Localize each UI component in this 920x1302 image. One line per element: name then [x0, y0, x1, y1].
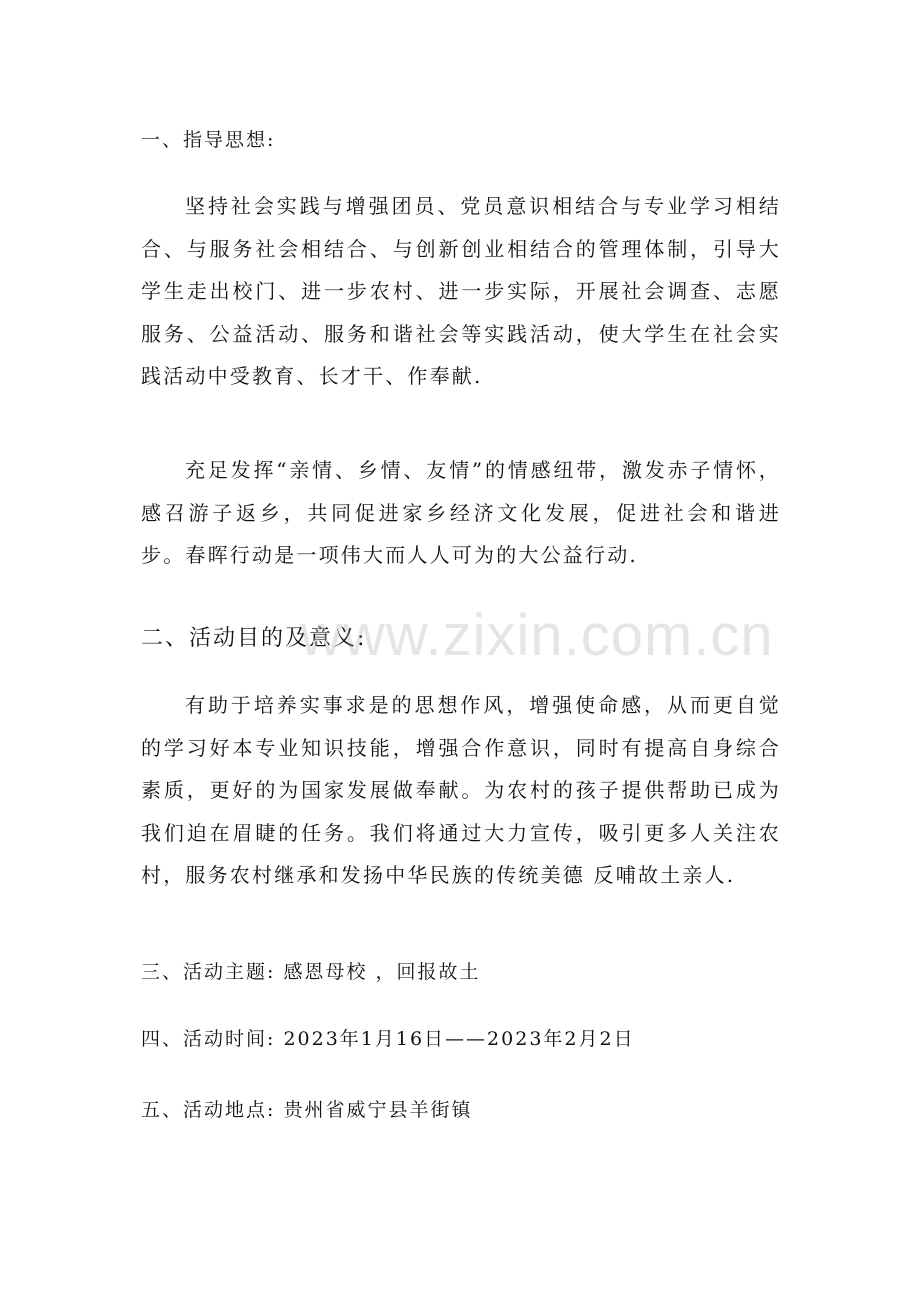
section-1-heading: 一、指导思想: — [141, 129, 276, 151]
section-2-paragraph: 有助于培养实事求是的思想作风，增强使命感，从而更自觉的学习好本专业知识技能，增强合作意识，同时有提高自身综合素质，更好的为国家发展做奉献。为农村的孩子提供帮助已成为我们迫在眉睫的任务。我们将通过大力宣传，吸引更多人关注农村，服务农村继承和发扬中华民族的传统美德 反哺故土亲人. — [141, 693, 781, 887]
watermark-text: www.zixin.com.cn — [300, 603, 774, 668]
section-3-theme-line: 三、活动主题: 感恩母校 ，回报故土 — [141, 961, 481, 983]
section-1-paragraph-2: 充足发挥“亲情、乡情、友情”的情感纽带，激发赤子情怀，感召游子返乡，共同促进家乡经济文化发展，促进社会和谐进步。春晖行动是一项伟大而人人可为的大公益行动. — [141, 458, 781, 567]
section-4-time-line: 四、活动时间: 2023年1月16日——2023年2月2日 — [141, 1028, 635, 1050]
section-5-location-line: 五、活动地点: 贵州省威宁县羊街镇 — [141, 1099, 473, 1121]
section-1-paragraph-1: 坚持社会实践与增强团员、党员意识相结合与专业学习相结合、与服务社会相结合、与创新创业相结合的管理体制，引导大学生走出校门、进一步农村、进一步实际，开展社会调查、志愿服务、公益活动、服务和谐社会等实践活动，使大学生在社会实践活动中受教育、长才干、作奉献. — [141, 194, 781, 388]
section-2-heading: 二、活动目的及意义: — [141, 626, 367, 651]
